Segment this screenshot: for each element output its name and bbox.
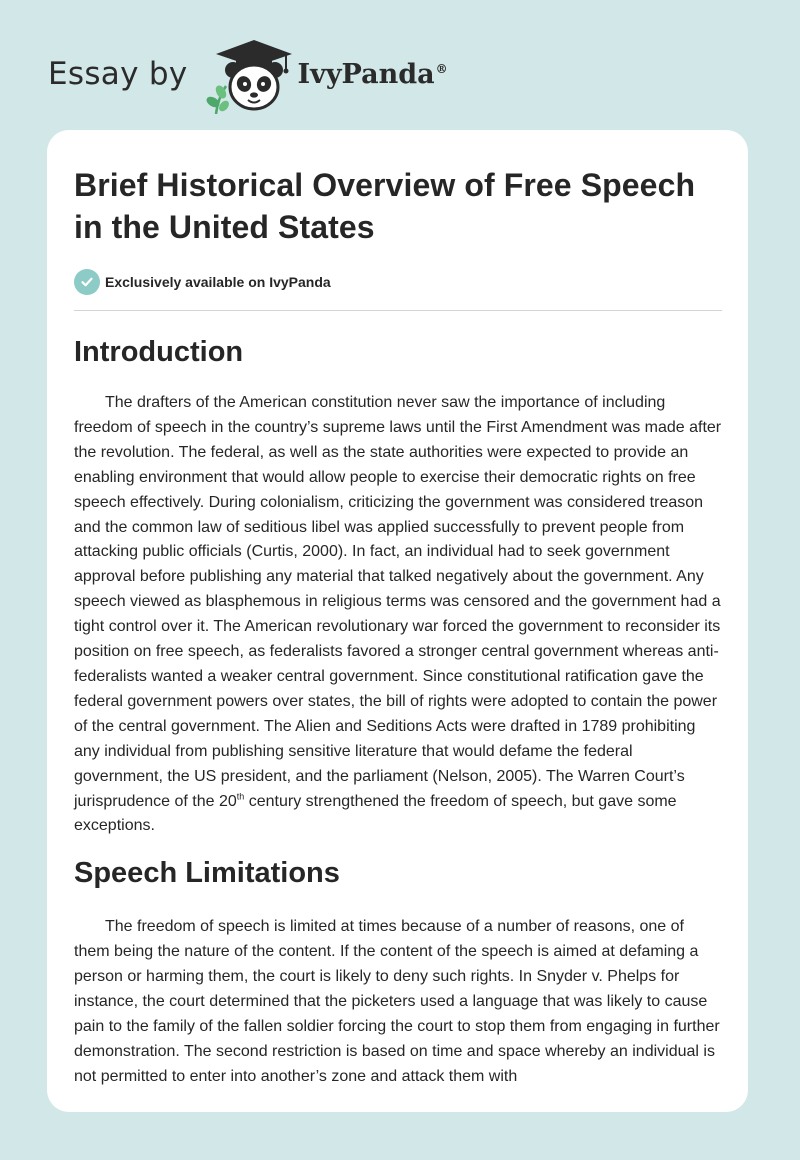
brand-prefix: Essay by [48, 56, 188, 92]
century-number: 20 [218, 792, 237, 810]
essay-title: Brief Historical Overview of Free Speech in the United States [74, 167, 696, 245]
introduction-text-end: century strengthened the freedom of speech, but gave some exceptions. [74, 792, 677, 835]
brand-header [48, 34, 508, 114]
brand-name[interactable] [298, 59, 448, 90]
check-circle-icon [74, 269, 100, 295]
introduction-paragraph [74, 391, 722, 839]
section-heading-speech-limitations: Speech Limitations [74, 857, 340, 890]
exclusive-badge-text: Exclusively available on IvyPanda [105, 274, 331, 290]
registered-mark: ® [435, 61, 448, 76]
century-suffix: th [236, 791, 245, 802]
introduction-text: The drafters of the American constitution never saw the importance of including freedom of speech in the country’s supreme laws until the First Amendment was made after the revolution. The federal, as well as the state authorities were expected to provide an enabling environment that would allow people to exercise their democratic rights on free speech effectively. During colonialism, criticizing the government was considered treason and the common law of seditious libel was applied successfully to prevent people from attacking public officials (Curtis, 2000). In fact, an individual had to seek government approval before publishing any material that talked negatively about the government. Any speech viewed as blasphemous in religious terms was censored and the government had a tight control over it. The American revolutionary war forced the government to reconsider its position on free speech, as federalists favored a stronger central government whereas anti-federalists wanted a weaker central government. Since constitutional ratification gave the federal government powers over states, the bill of rights were adopted to contain the power of the central government. The Alien and Seditions Acts were drafted in 1789 prohibiting any individual from publishing sensitive literature that would defame the federal government, the US president, and the parliament (Nelson, 2005). The Warren Court’s jurisprudence of the [74, 394, 722, 810]
speech-limitations-paragraph: The freedom of speech is limited at times because of a number of reasons, one of them being the nature of the content. If the content of the speech is aimed at defaming a person or harming them, the court is likely to deny such rights. In Snyder v. Phelps for instance, the court determined that the picketers used a language that was likely to cause pain to the family of the fallen soldier forcing the court to stop them from engaging in further demonstration. The second restriction is based on time and space whereby an individual is not permitted to enter into another’s zone and attack them with [74, 918, 720, 1085]
section-heading-introduction: Introduction [74, 336, 244, 368]
essay-content [47, 130, 748, 1090]
essay-card [47, 130, 748, 1112]
title-divider [74, 310, 722, 311]
panda-graduate-logo-icon[interactable] [202, 34, 294, 114]
exclusive-badge [74, 268, 722, 296]
brand-name-text: IvyPanda [297, 58, 435, 90]
